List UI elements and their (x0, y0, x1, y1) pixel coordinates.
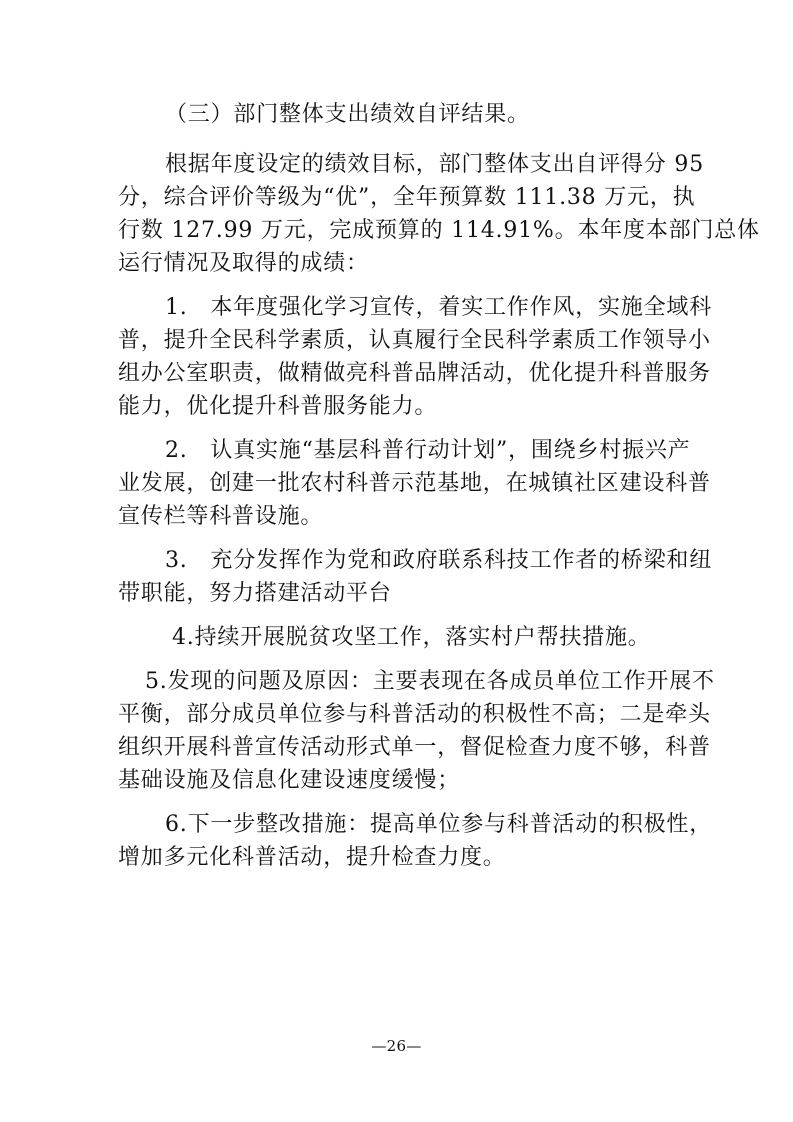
list-item-line: 6.下一步整改措施：提高单位参与科普活动的积极性， (165, 812, 712, 837)
list-item-line: 带职能，努力搭建活动平台 (118, 581, 392, 606)
section-heading: （三）部门整体支出绩效自评结果。 (165, 102, 530, 127)
page-number: —26— (371, 1037, 422, 1055)
list-item-line: 组办公室职责，做精做亮科普品牌活动，优化提升科普服务 (118, 361, 711, 386)
list-item-line: 1. 本年度强化学习宣传，着实工作作风，实施全域科 (165, 295, 712, 320)
list-item-line: 基础设施及信息化建设速度缓慢； (118, 768, 461, 793)
list-item-line: 2. 认真实施“基层科普行动计划”，围绕乡村振兴产 (165, 438, 691, 463)
list-item-line: 能力，优化提升科普服务能力。 (118, 394, 438, 419)
list-item-line: 宣传栏等科普设施。 (118, 504, 324, 529)
list-item-line: 5.发现的问题及原因：主要表现在各成员单位工作开展不 (145, 669, 715, 694)
list-item-line: 3. 充分发挥作为党和政府联系科技工作者的桥梁和纽 (165, 548, 712, 573)
list-item-line: 普，提升全民科学素质，认真履行全民科学素质工作领导小 (118, 328, 711, 353)
paragraph-line: 运行情况及取得的成绩： (118, 251, 369, 276)
list-item-line: 组织开展科普宣传活动形式单一，督促检查力度不够，科普 (118, 735, 711, 760)
list-item-line: 业发展，创建一批农村科普示范基地，在城镇社区建设科普 (118, 471, 711, 496)
paragraph-line: 行数 127.99 万元，完成预算的 114.91%。本年度本部门总体 (118, 218, 760, 243)
list-item-line: 平衡，部分成员单位参与科普活动的积极性不高；二是牵头 (118, 702, 711, 727)
list-item-line: 4.持续开展脱贫攻坚工作，落实村户帮扶措施。 (172, 625, 651, 650)
paragraph-line: 分，综合评价等级为“优”，全年预算数 111.38 万元，执 (118, 185, 696, 210)
list-item-line: 增加多元化科普活动，提升检查力度。 (118, 845, 506, 870)
paragraph-line: 根据年度设定的绩效目标，部门整体支出自评得分 95 (165, 152, 704, 177)
